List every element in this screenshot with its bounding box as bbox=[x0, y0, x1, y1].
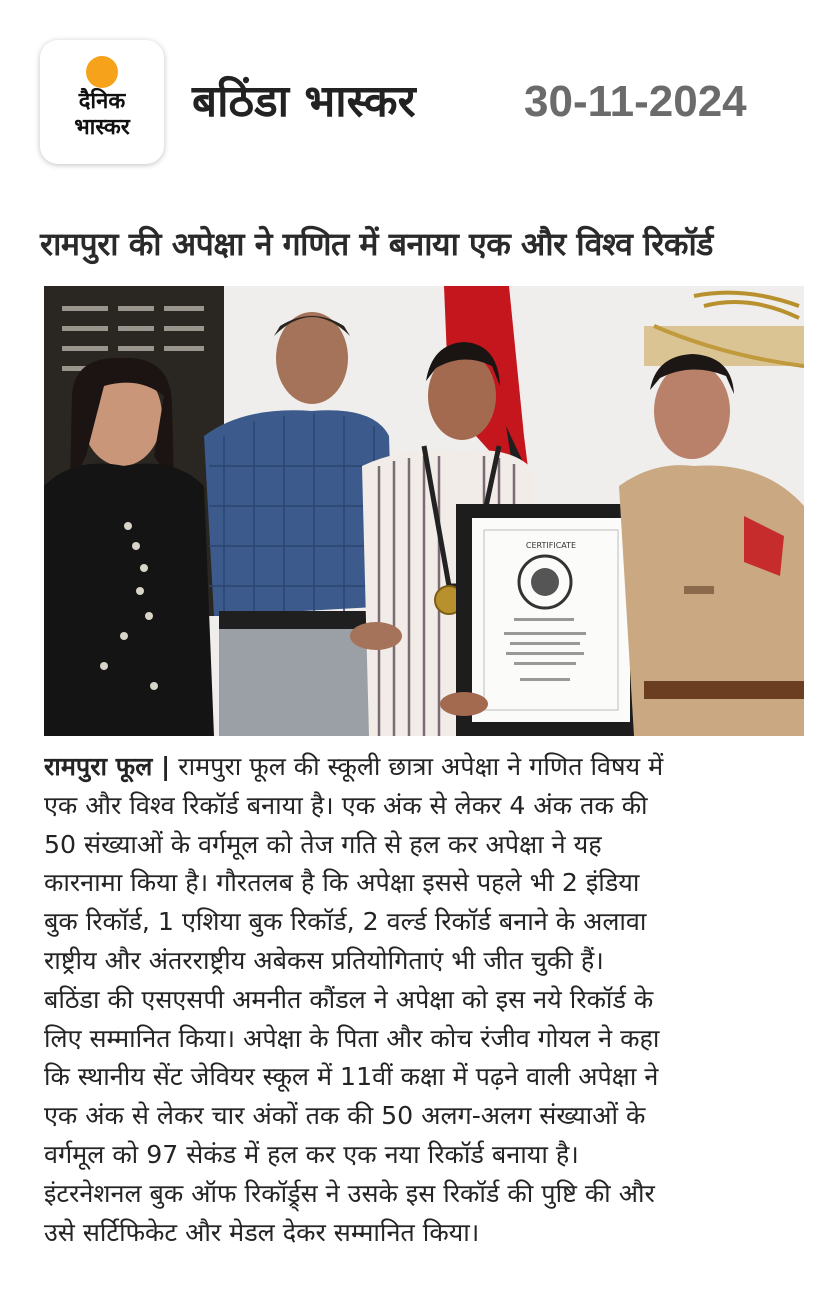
article-line: बुक रिकॉर्ड, 1 एशिया बुक रिकॉर्ड, 2 वर्ल्ड रिकॉर्ड बनाने के अलावा bbox=[44, 907, 647, 937]
article-line: 50 संख्याओं के वर्गमूल को तेज गति से हल कर अपेक्षा ने यह bbox=[44, 829, 602, 859]
edition-date: 30-11-2024 bbox=[524, 77, 747, 126]
page-header bbox=[0, 0, 835, 200]
article-line: लिए सम्मानित किया। अपेक्षा के पिता और कोच रंजीव गोयल ने कहा bbox=[44, 1023, 660, 1053]
logo-text-line2: भास्कर bbox=[74, 115, 130, 140]
article-dateline: रामपुरा फूल | bbox=[44, 752, 171, 781]
article-body bbox=[44, 748, 804, 1252]
article-line: बठिंडा की एसएसपी अमनीत कौंडल ने अपेक्षा को इस नये रिकॉर्ड के bbox=[44, 984, 654, 1014]
article-line: एक अंक से लेकर चार अंकों तक की 50 अलग-अलग संख्याओं के bbox=[44, 1101, 646, 1131]
article-line: इंटरनेशनल बुक ऑफ रिकॉर्ड्र्स ने उसके इस रिकॉर्ड की पुष्टि की और bbox=[44, 1178, 655, 1208]
photo-illustration bbox=[44, 286, 804, 736]
article-line: एक और विश्व रिकॉर्ड बनाया है। एक अंक से लेकर 4 अंक तक की bbox=[44, 790, 648, 820]
article-headline: रामपुरा की अपेक्षा ने गणित में बनाया एक और विश्व रिकॉर्ड bbox=[40, 225, 713, 263]
sun-icon bbox=[86, 56, 118, 88]
article-line-1 bbox=[44, 748, 804, 787]
news-photo bbox=[44, 286, 804, 736]
dainik-bhaskar-logo[interactable] bbox=[40, 40, 164, 164]
article-line: राष्ट्रीय और अंतरराष्ट्रीय अबेकस प्रतियोगिताएं भी जीत चुकी हैं। bbox=[44, 945, 604, 975]
logo-text-line1: दैनिक bbox=[78, 89, 126, 114]
certificate-heading: CERTIFICATE bbox=[525, 541, 577, 550]
edition-name: बठिंडा भास्कर bbox=[192, 76, 416, 127]
article-line: वर्गमूल को 97 सेकंड में हल कर एक नया रिकॉर्ड बनाया है। bbox=[44, 1139, 579, 1169]
article-line: कि स्थानीय सेंट जेवियर स्कूल में 11वीं कक्षा में पढ़ने वाली अपेक्षा ने bbox=[44, 1062, 659, 1092]
article-line: उसे सर्टिफिकेट और मेडल देकर सम्मानित किया। bbox=[44, 1217, 480, 1247]
article-line-text: रामपुरा फूल की स्कूली छात्रा अपेक्षा ने गणित विषय में bbox=[178, 752, 664, 781]
article-line: कारनामा किया है। गौरतलब है कि अपेक्षा इससे पहले भी 2 इंडिया bbox=[44, 868, 640, 898]
